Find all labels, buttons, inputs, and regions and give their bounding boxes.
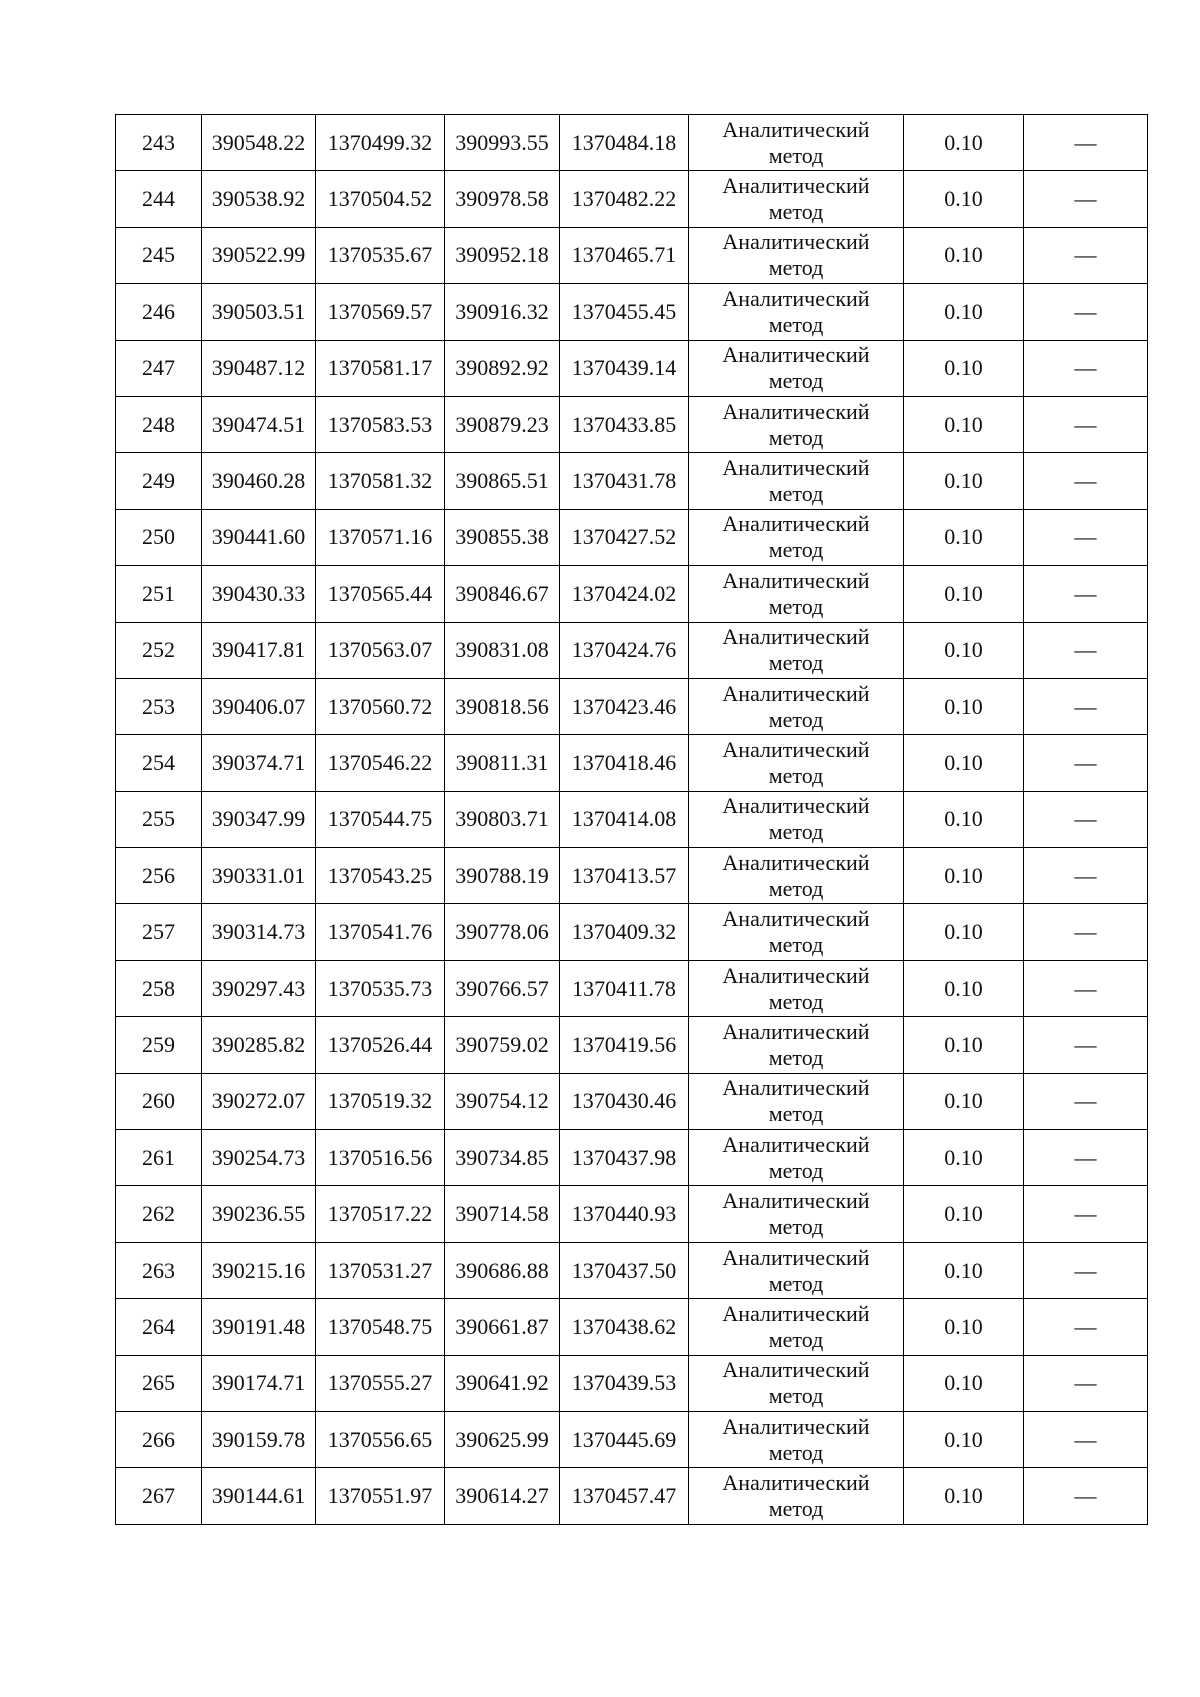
x-coordinate-cell: 390417.81: [202, 622, 316, 678]
method-line-1: Аналитический: [722, 285, 870, 311]
x-coordinate-2-cell: 390686.88: [445, 1242, 560, 1298]
method-line-2: метод: [768, 1383, 824, 1409]
accuracy-cell: 0.10: [904, 848, 1024, 904]
note-cell: —: [1024, 171, 1148, 227]
method-cell: [689, 791, 904, 847]
y-coordinate-2-cell: 1370440.93: [560, 1186, 689, 1242]
y-coordinate-cell: 1370565.44: [316, 566, 445, 622]
method-line-2: метод: [768, 650, 824, 676]
x-coordinate-2-cell: 390661.87: [445, 1299, 560, 1355]
x-coordinate-2-cell: 390759.02: [445, 1017, 560, 1073]
coordinates-table: [115, 114, 1148, 1525]
method-line-1: Аналитический: [722, 1188, 870, 1214]
y-coordinate-cell: 1370548.75: [316, 1299, 445, 1355]
method-cell: [689, 1017, 904, 1073]
accuracy-cell: 0.10: [904, 791, 1024, 847]
point-number-cell: 263: [116, 1242, 202, 1298]
method-line-1: Аналитический: [722, 680, 870, 706]
accuracy-cell: 0.10: [904, 1130, 1024, 1186]
y-coordinate-cell: 1370543.25: [316, 848, 445, 904]
y-coordinate-2-cell: 1370445.69: [560, 1411, 689, 1467]
note-cell: —: [1024, 1299, 1148, 1355]
method-line-2: метод: [768, 932, 824, 958]
y-coordinate-2-cell: 1370439.53: [560, 1355, 689, 1411]
y-coordinate-cell: 1370555.27: [316, 1355, 445, 1411]
method-line-2: метод: [768, 1326, 824, 1352]
accuracy-cell: 0.10: [904, 1242, 1024, 1298]
x-coordinate-cell: 390144.61: [202, 1468, 316, 1524]
note-cell: —: [1024, 960, 1148, 1016]
y-coordinate-cell: 1370517.22: [316, 1186, 445, 1242]
method-cell: [689, 340, 904, 396]
table-row: [116, 227, 1148, 283]
y-coordinate-2-cell: 1370430.46: [560, 1073, 689, 1129]
note-cell: —: [1024, 678, 1148, 734]
method-cell: [689, 509, 904, 565]
table-row: [116, 622, 1148, 678]
note-cell: —: [1024, 115, 1148, 171]
accuracy-cell: 0.10: [904, 509, 1024, 565]
accuracy-cell: 0.10: [904, 396, 1024, 452]
accuracy-cell: 0.10: [904, 1073, 1024, 1129]
accuracy-cell: 0.10: [904, 453, 1024, 509]
method-line-1: Аналитический: [722, 624, 870, 650]
y-coordinate-2-cell: 1370419.56: [560, 1017, 689, 1073]
accuracy-cell: 0.10: [904, 678, 1024, 734]
method-line-1: Аналитический: [722, 793, 870, 819]
method-cell: [689, 396, 904, 452]
method-line-2: метод: [768, 988, 824, 1014]
note-cell: —: [1024, 735, 1148, 791]
method-line-2: метод: [768, 1270, 824, 1296]
table-body: [116, 115, 1148, 1525]
y-coordinate-cell: 1370526.44: [316, 1017, 445, 1073]
method-line-2: метод: [768, 368, 824, 394]
method-line-1: Аналитический: [722, 455, 870, 481]
table-row: [116, 509, 1148, 565]
method-cell: [689, 678, 904, 734]
method-line-1: Аналитический: [722, 1018, 870, 1044]
table-row: [116, 1411, 1148, 1467]
y-coordinate-2-cell: 1370438.62: [560, 1299, 689, 1355]
y-coordinate-2-cell: 1370439.14: [560, 340, 689, 396]
x-coordinate-cell: 390236.55: [202, 1186, 316, 1242]
y-coordinate-2-cell: 1370437.98: [560, 1130, 689, 1186]
x-coordinate-2-cell: 390916.32: [445, 284, 560, 340]
point-number-cell: 260: [116, 1073, 202, 1129]
method-line-1: Аналитический: [722, 398, 870, 424]
y-coordinate-cell: 1370581.17: [316, 340, 445, 396]
method-line-1: Аналитический: [722, 962, 870, 988]
method-line-2: метод: [768, 762, 824, 788]
method-line-1: Аналитический: [722, 906, 870, 932]
y-coordinate-2-cell: 1370427.52: [560, 509, 689, 565]
note-cell: —: [1024, 1186, 1148, 1242]
y-coordinate-cell: 1370504.52: [316, 171, 445, 227]
accuracy-cell: 0.10: [904, 1017, 1024, 1073]
y-coordinate-2-cell: 1370413.57: [560, 848, 689, 904]
table-row: [116, 1073, 1148, 1129]
y-coordinate-2-cell: 1370414.08: [560, 791, 689, 847]
y-coordinate-cell: 1370569.57: [316, 284, 445, 340]
method-line-2: метод: [768, 706, 824, 732]
y-coordinate-cell: 1370544.75: [316, 791, 445, 847]
y-coordinate-2-cell: 1370423.46: [560, 678, 689, 734]
accuracy-cell: 0.10: [904, 960, 1024, 1016]
accuracy-cell: 0.10: [904, 340, 1024, 396]
method-line-1: Аналитический: [722, 736, 870, 762]
x-coordinate-cell: 390174.71: [202, 1355, 316, 1411]
method-line-1: Аналитический: [722, 567, 870, 593]
table-row: [116, 284, 1148, 340]
x-coordinate-2-cell: 390952.18: [445, 227, 560, 283]
note-cell: —: [1024, 1017, 1148, 1073]
method-line-2: метод: [768, 1044, 824, 1070]
point-number-cell: 247: [116, 340, 202, 396]
x-coordinate-cell: 390538.92: [202, 171, 316, 227]
point-number-cell: 262: [116, 1186, 202, 1242]
x-coordinate-cell: 390374.71: [202, 735, 316, 791]
method-cell: [689, 227, 904, 283]
x-coordinate-cell: 390215.16: [202, 1242, 316, 1298]
method-cell: [689, 1073, 904, 1129]
point-number-cell: 258: [116, 960, 202, 1016]
note-cell: —: [1024, 1411, 1148, 1467]
method-cell: [689, 566, 904, 622]
method-line-2: метод: [768, 424, 824, 450]
note-cell: —: [1024, 509, 1148, 565]
x-coordinate-cell: 390406.07: [202, 678, 316, 734]
accuracy-cell: 0.10: [904, 171, 1024, 227]
y-coordinate-cell: 1370560.72: [316, 678, 445, 734]
y-coordinate-2-cell: 1370411.78: [560, 960, 689, 1016]
point-number-cell: 250: [116, 509, 202, 565]
method-line-1: Аналитический: [722, 1357, 870, 1383]
method-line-2: метод: [768, 875, 824, 901]
note-cell: —: [1024, 622, 1148, 678]
point-number-cell: 251: [116, 566, 202, 622]
point-number-cell: 245: [116, 227, 202, 283]
y-coordinate-cell: 1370516.56: [316, 1130, 445, 1186]
note-cell: —: [1024, 340, 1148, 396]
method-line-1: Аналитический: [722, 229, 870, 255]
accuracy-cell: 0.10: [904, 1299, 1024, 1355]
x-coordinate-2-cell: 390855.38: [445, 509, 560, 565]
x-coordinate-2-cell: 390818.56: [445, 678, 560, 734]
note-cell: —: [1024, 1468, 1148, 1524]
method-line-1: Аналитический: [722, 1470, 870, 1496]
accuracy-cell: 0.10: [904, 904, 1024, 960]
accuracy-cell: 0.10: [904, 735, 1024, 791]
x-coordinate-2-cell: 390978.58: [445, 171, 560, 227]
point-number-cell: 257: [116, 904, 202, 960]
note-cell: —: [1024, 791, 1148, 847]
y-coordinate-cell: 1370519.32: [316, 1073, 445, 1129]
method-line-1: Аналитический: [722, 1244, 870, 1270]
y-coordinate-2-cell: 1370484.18: [560, 115, 689, 171]
y-coordinate-2-cell: 1370482.22: [560, 171, 689, 227]
table-row: [116, 904, 1148, 960]
note-cell: —: [1024, 848, 1148, 904]
method-cell: [689, 284, 904, 340]
y-coordinate-cell: 1370546.22: [316, 735, 445, 791]
x-coordinate-2-cell: 390879.23: [445, 396, 560, 452]
method-cell: [689, 115, 904, 171]
method-cell: [689, 848, 904, 904]
point-number-cell: 267: [116, 1468, 202, 1524]
table-row: [116, 171, 1148, 227]
note-cell: —: [1024, 566, 1148, 622]
method-line-2: метод: [768, 142, 824, 168]
x-coordinate-2-cell: 390865.51: [445, 453, 560, 509]
x-coordinate-cell: 390460.28: [202, 453, 316, 509]
method-cell: [689, 171, 904, 227]
y-coordinate-2-cell: 1370424.02: [560, 566, 689, 622]
x-coordinate-2-cell: 390734.85: [445, 1130, 560, 1186]
x-coordinate-2-cell: 390831.08: [445, 622, 560, 678]
table-row: [116, 1186, 1148, 1242]
note-cell: —: [1024, 227, 1148, 283]
note-cell: —: [1024, 396, 1148, 452]
x-coordinate-2-cell: 390714.58: [445, 1186, 560, 1242]
x-coordinate-cell: 390331.01: [202, 848, 316, 904]
method-line-1: Аналитический: [722, 1131, 870, 1157]
table-row: [116, 396, 1148, 452]
method-line-1: Аналитический: [722, 1413, 870, 1439]
accuracy-cell: 0.10: [904, 622, 1024, 678]
y-coordinate-2-cell: 1370455.45: [560, 284, 689, 340]
x-coordinate-cell: 390297.43: [202, 960, 316, 1016]
x-coordinate-cell: 390191.48: [202, 1299, 316, 1355]
table-row: [116, 1130, 1148, 1186]
table-row: [116, 1299, 1148, 1355]
point-number-cell: 261: [116, 1130, 202, 1186]
y-coordinate-2-cell: 1370431.78: [560, 453, 689, 509]
point-number-cell: 246: [116, 284, 202, 340]
accuracy-cell: 0.10: [904, 566, 1024, 622]
method-line-2: метод: [768, 1214, 824, 1240]
accuracy-cell: 0.10: [904, 1355, 1024, 1411]
y-coordinate-2-cell: 1370465.71: [560, 227, 689, 283]
x-coordinate-2-cell: 390803.71: [445, 791, 560, 847]
accuracy-cell: 0.10: [904, 284, 1024, 340]
x-coordinate-cell: 390314.73: [202, 904, 316, 960]
note-cell: —: [1024, 904, 1148, 960]
method-line-2: метод: [768, 1496, 824, 1522]
point-number-cell: 254: [116, 735, 202, 791]
method-line-1: Аналитический: [722, 1075, 870, 1101]
x-coordinate-2-cell: 390641.92: [445, 1355, 560, 1411]
y-coordinate-2-cell: 1370424.76: [560, 622, 689, 678]
y-coordinate-cell: 1370541.76: [316, 904, 445, 960]
table-row: [116, 1017, 1148, 1073]
x-coordinate-2-cell: 390754.12: [445, 1073, 560, 1129]
method-cell: [689, 1130, 904, 1186]
x-coordinate-cell: 390441.60: [202, 509, 316, 565]
y-coordinate-cell: 1370581.32: [316, 453, 445, 509]
note-cell: —: [1024, 1130, 1148, 1186]
point-number-cell: 266: [116, 1411, 202, 1467]
x-coordinate-cell: 390159.78: [202, 1411, 316, 1467]
method-cell: [689, 1186, 904, 1242]
y-coordinate-cell: 1370551.97: [316, 1468, 445, 1524]
y-coordinate-cell: 1370556.65: [316, 1411, 445, 1467]
y-coordinate-cell: 1370499.32: [316, 115, 445, 171]
method-cell: [689, 1355, 904, 1411]
table-row: [116, 735, 1148, 791]
accuracy-cell: 0.10: [904, 1411, 1024, 1467]
table-row: [116, 1468, 1148, 1524]
note-cell: —: [1024, 1355, 1148, 1411]
y-coordinate-2-cell: 1370437.50: [560, 1242, 689, 1298]
note-cell: —: [1024, 284, 1148, 340]
method-cell: [689, 1468, 904, 1524]
method-line-2: метод: [768, 537, 824, 563]
method-line-2: метод: [768, 1157, 824, 1183]
y-coordinate-cell: 1370535.67: [316, 227, 445, 283]
x-coordinate-2-cell: 390811.31: [445, 735, 560, 791]
table-row: [116, 791, 1148, 847]
method-cell: [689, 735, 904, 791]
method-line-1: Аналитический: [722, 116, 870, 142]
table-row: [116, 453, 1148, 509]
x-coordinate-cell: 390548.22: [202, 115, 316, 171]
x-coordinate-2-cell: 390846.67: [445, 566, 560, 622]
method-line-1: Аналитический: [722, 173, 870, 199]
y-coordinate-2-cell: 1370418.46: [560, 735, 689, 791]
accuracy-cell: 0.10: [904, 1186, 1024, 1242]
point-number-cell: 249: [116, 453, 202, 509]
method-line-2: метод: [768, 481, 824, 507]
x-coordinate-cell: 390487.12: [202, 340, 316, 396]
x-coordinate-cell: 390347.99: [202, 791, 316, 847]
method-line-2: метод: [768, 311, 824, 337]
method-cell: [689, 1411, 904, 1467]
point-number-cell: 248: [116, 396, 202, 452]
x-coordinate-cell: 390285.82: [202, 1017, 316, 1073]
method-line-2: метод: [768, 199, 824, 225]
method-line-1: Аналитический: [722, 1300, 870, 1326]
table-row: [116, 1355, 1148, 1411]
method-cell: [689, 622, 904, 678]
table-row: [116, 115, 1148, 171]
y-coordinate-cell: 1370583.53: [316, 396, 445, 452]
method-line-1: Аналитический: [722, 511, 870, 537]
table-row: [116, 340, 1148, 396]
table-row: [116, 678, 1148, 734]
x-coordinate-cell: 390522.99: [202, 227, 316, 283]
table-row: [116, 848, 1148, 904]
method-cell: [689, 960, 904, 1016]
x-coordinate-cell: 390474.51: [202, 396, 316, 452]
x-coordinate-2-cell: 390766.57: [445, 960, 560, 1016]
method-line-2: метод: [768, 255, 824, 281]
point-number-cell: 264: [116, 1299, 202, 1355]
method-line-2: метод: [768, 1101, 824, 1127]
note-cell: —: [1024, 1073, 1148, 1129]
note-cell: —: [1024, 453, 1148, 509]
y-coordinate-cell: 1370531.27: [316, 1242, 445, 1298]
y-coordinate-2-cell: 1370433.85: [560, 396, 689, 452]
point-number-cell: 256: [116, 848, 202, 904]
method-cell: [689, 1242, 904, 1298]
x-coordinate-2-cell: 390625.99: [445, 1411, 560, 1467]
point-number-cell: 244: [116, 171, 202, 227]
x-coordinate-cell: 390430.33: [202, 566, 316, 622]
table-row: [116, 566, 1148, 622]
y-coordinate-2-cell: 1370409.32: [560, 904, 689, 960]
point-number-cell: 259: [116, 1017, 202, 1073]
method-line-1: Аналитический: [722, 342, 870, 368]
x-coordinate-2-cell: 390993.55: [445, 115, 560, 171]
method-cell: [689, 453, 904, 509]
point-number-cell: 255: [116, 791, 202, 847]
point-number-cell: 252: [116, 622, 202, 678]
point-number-cell: 253: [116, 678, 202, 734]
y-coordinate-cell: 1370535.73: [316, 960, 445, 1016]
table-row: [116, 960, 1148, 1016]
method-line-2: метод: [768, 819, 824, 845]
method-line-1: Аналитический: [722, 849, 870, 875]
x-coordinate-cell: 390503.51: [202, 284, 316, 340]
point-number-cell: 265: [116, 1355, 202, 1411]
method-line-2: метод: [768, 593, 824, 619]
method-line-2: метод: [768, 1439, 824, 1465]
y-coordinate-cell: 1370571.16: [316, 509, 445, 565]
x-coordinate-2-cell: 390778.06: [445, 904, 560, 960]
x-coordinate-cell: 390254.73: [202, 1130, 316, 1186]
x-coordinate-2-cell: 390788.19: [445, 848, 560, 904]
note-cell: —: [1024, 1242, 1148, 1298]
accuracy-cell: 0.10: [904, 227, 1024, 283]
accuracy-cell: 0.10: [904, 1468, 1024, 1524]
x-coordinate-cell: 390272.07: [202, 1073, 316, 1129]
method-cell: [689, 1299, 904, 1355]
method-cell: [689, 904, 904, 960]
point-number-cell: 243: [116, 115, 202, 171]
accuracy-cell: 0.10: [904, 115, 1024, 171]
table-row: [116, 1242, 1148, 1298]
x-coordinate-2-cell: 390614.27: [445, 1468, 560, 1524]
y-coordinate-2-cell: 1370457.47: [560, 1468, 689, 1524]
x-coordinate-2-cell: 390892.92: [445, 340, 560, 396]
y-coordinate-cell: 1370563.07: [316, 622, 445, 678]
